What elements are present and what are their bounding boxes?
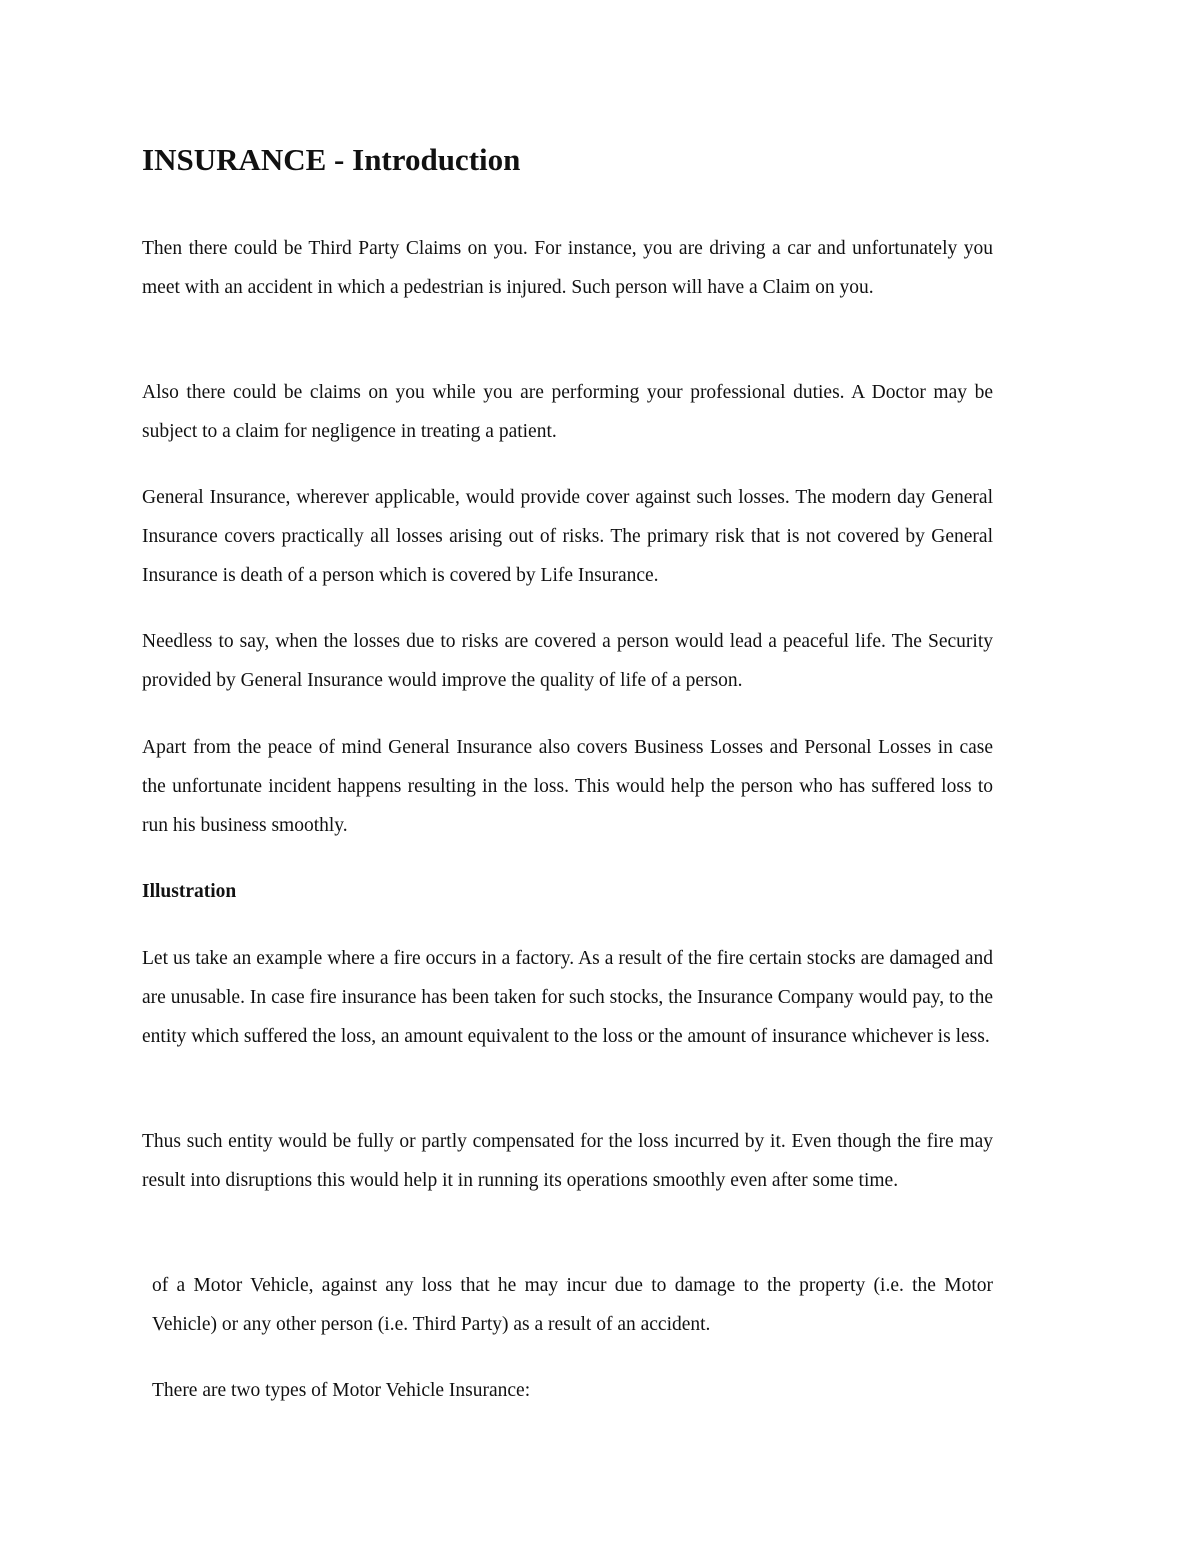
- page-title: INSURANCE - Introduction: [142, 142, 521, 177]
- paragraph-motor-types: There are two types of Motor Vehicle Insurance:: [152, 1380, 531, 1401]
- paragraph-compensation: Thus such entity would be fully or partly compensated for the loss incurred by it. Even though the fire may result into disruptions this would help it in running its operations smoothly even after some time.: [142, 1131, 993, 1191]
- illustration-heading: Illustration: [142, 881, 237, 902]
- paragraph-motor-vehicle: of a Motor Vehicle, against any loss that he may incur due to damage to the property (i.e. the Motor Vehicle) or any other person (i.e. Third Party) as a result of an accident.: [152, 1275, 993, 1335]
- paragraph-business-losses: Apart from the peace of mind General Insurance also covers Business Losses and Personal Losses in case the unfortunate incident happens resulting in the loss. This would help the person who has suffered loss to run his business smoothly.: [142, 737, 993, 836]
- paragraph-peaceful-life: Needless to say, when the losses due to risks are covered a person would lead a peaceful life. The Security provided by General Insurance would improve the quality of life of a person.: [142, 631, 993, 691]
- paragraph-fire-example: Let us take an example where a fire occurs in a factory. As a result of the fire certain stocks are damaged and are unusable. In case fire insurance has been taken for such stocks, the Insurance Company would pay, to the entity which suffered the loss, an amount equivalent to the loss or the amount of insurance whichever is less.: [142, 948, 993, 1047]
- paragraph-general-insurance-cover: General Insurance, wherever applicable, would provide cover against such losses. The modern day General Insurance covers practically all losses arising out of risks. The primary risk that is not covered by General Insurance is death of a person which is covered by Life Insurance.: [142, 487, 993, 586]
- paragraph-professional-claims: Also there could be claims on you while you are performing your professional duties. A Doctor may be subject to a claim for negligence in treating a patient.: [142, 382, 993, 442]
- paragraph-third-party-claims: Then there could be Third Party Claims on you. For instance, you are driving a car and unfortunately you meet with an accident in which a pedestrian is injured. Such person will have a Claim on you.: [142, 238, 993, 298]
